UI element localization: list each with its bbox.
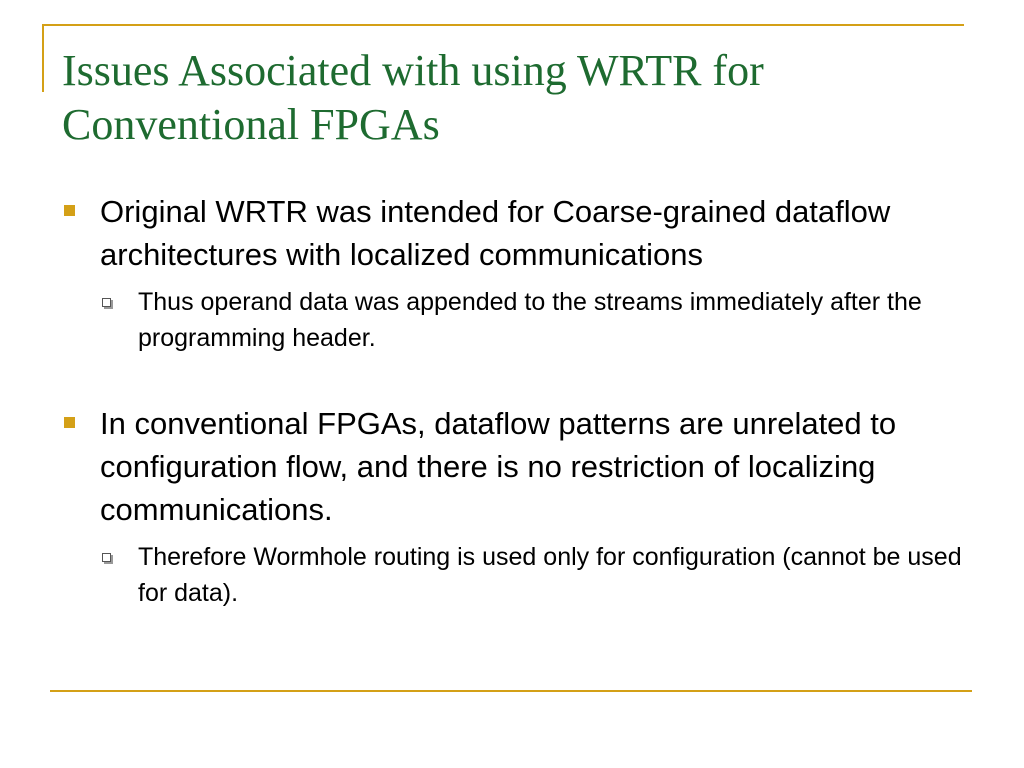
bullet-group-1 (62, 190, 962, 356)
bullet-item (62, 190, 962, 276)
hollow-square-bullet-icon (102, 298, 111, 307)
top-accent-line (42, 24, 964, 26)
sub-bullet-item (100, 284, 962, 356)
sub-bullet-item (100, 539, 962, 611)
slide-body (62, 190, 962, 611)
bottom-accent-line (50, 690, 972, 692)
bullet-group-2 (62, 402, 962, 611)
bullet-text: In conventional FPGAs, dataflow patterns are unrelated to configuration flow, and there is no restriction of localizing communications. (100, 406, 897, 527)
sub-bullet-text: Therefore Wormhole routing is used only for configuration (cannot be used for data). (138, 543, 962, 607)
hollow-square-bullet-icon (102, 553, 111, 562)
square-bullet-icon (64, 205, 75, 216)
slide-title: Issues Associated with using WRTR for Conventional FPGAs (62, 46, 764, 149)
bullet-item (62, 402, 962, 531)
bullet-text: Original WRTR was intended for Coarse-grained dataflow architectures with localized communications (100, 194, 891, 272)
sub-bullet-text: Thus operand data was appended to the streams immediately after the programming header. (138, 288, 922, 352)
square-bullet-icon (64, 417, 75, 428)
left-accent-line (42, 24, 44, 92)
